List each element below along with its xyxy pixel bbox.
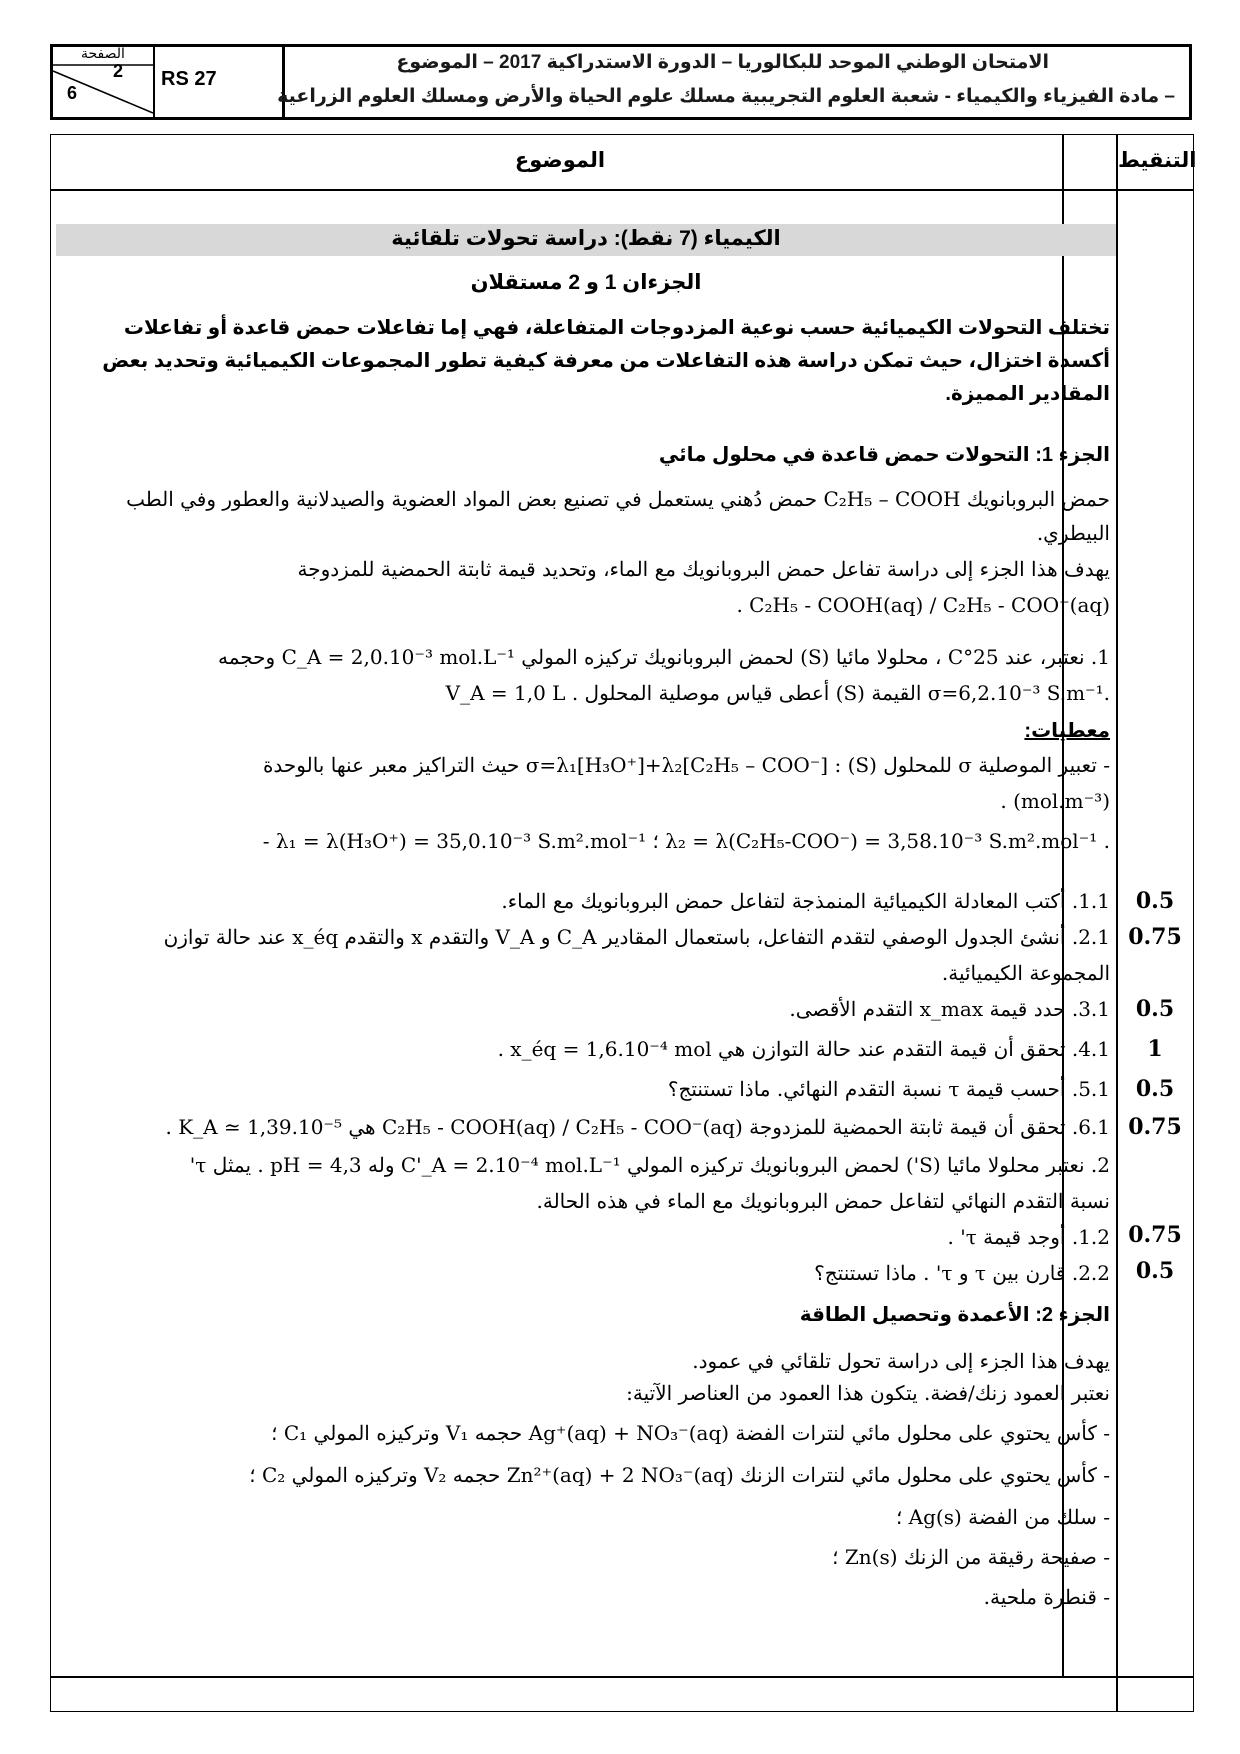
question-5-1: 5.1. أحسب قيمة τ نسبة التقدم النهائي. ماذا تستنتج؟ xyxy=(667,1077,1110,1101)
page-number: 2 xyxy=(113,61,124,81)
question-3-1: 3.1. حدد قيمة x_max التقدم الأقصى. xyxy=(789,997,1110,1021)
list-item: - صفيحة رقيقة من الزنك Zn(s) ؛ xyxy=(832,1545,1110,1569)
part1-paragraph2: يهدف هذا الجزء إلى دراسة تفاعل حمض البروبانويك مع الماء، وتحديد قيمة ثابتة الحمضية للمزدوجة xyxy=(297,557,1110,581)
question-2-cont: نسبة التقدم النهائي لتفاعل حمض البروبانويك مع الماء في هذه الحالة. xyxy=(536,1189,1110,1213)
grade-2-1: 0.75 xyxy=(1128,924,1182,950)
grade-column-divider xyxy=(1116,134,1118,1712)
grade-6-1: 0.75 xyxy=(1128,1114,1182,1140)
exam-header xyxy=(50,44,1192,120)
data-lambdas: - λ₁ = λ(H₃O⁺) = 35,0.10⁻³ S.m².mol⁻¹ ؛ λ₂ = λ(C₂H₅-COO⁻) = 3,58.10⁻³ S.m².mol⁻¹ . xyxy=(262,829,1110,853)
chemistry-intro: تختلف التحولات الكيميائية حسب نوعية المزدوجات المتفاعلة، فهي إما تفاعلات حمض قاعدة أو تفاعلات أكسدة اختزال، حيث تمكن دراسة هذه التفاعلات من معرفة كيفية تطور المجموعات الكيميائية وتحديد بعض المقادير المميزة. xyxy=(102,317,1110,405)
question-6-1: 6.1. تحقق أن قيمة ثابتة الحمضية للمزدوجة C₂H₅ - COOH(aq) / C₂H₅ - COO⁻(aq) هي K_A ≃ 1,39.10⁻⁵ . xyxy=(165,1115,1110,1139)
exam-subtitle: – مادة الفيزياء والكيمياء - شعبة العلوم التجريبية مسلك علوم الحياة والأرض ومسلك العلوم الزراعية xyxy=(277,86,1175,107)
grade-column-title: التنقيط xyxy=(1118,149,1197,172)
chemistry-title: الكيمياء (7 نقط): دراسة تحولات تلقائية xyxy=(391,227,781,250)
page-total: 6 xyxy=(67,83,78,103)
part1-title: الجزء 1: التحولات حمض قاعدة في محلول مائي xyxy=(658,444,1110,466)
question-1-1: 1.1. أكتب المعادلة الكيميائية المنمذجة لتفاعل حمض البروبانويك مع الماء. xyxy=(501,889,1110,913)
data-conductivity-unit: . (mol.m⁻³) xyxy=(1000,789,1110,813)
exam-title: الامتحان الوطني الموحد للبكالوريا – الدورة الاستدراكية 2017 – الموضوع xyxy=(396,52,1049,73)
list-item: - كأس يحتوي على محلول مائي لنترات الفضة Ag⁺(aq) + NO₃⁻(aq) حجمه V₁ وتركيزه المولي C₁ ؛ xyxy=(271,1421,1110,1445)
list-item: - قنطرة ملحية. xyxy=(983,1585,1110,1609)
part2-paragraph2: نعتبر العمود زنك/فضة. يتكون هذا العمود من العناصر الآتية: xyxy=(626,1381,1110,1405)
part2-paragraph1: يهدف هذا الجزء إلى دراسة تحول تلقائي في عمود. xyxy=(692,1349,1110,1373)
question-1-2: 1.2. أوجد قيمة τ' . xyxy=(947,1225,1110,1249)
grade-5-1: 0.5 xyxy=(1135,1076,1175,1102)
question-2-1-cont: المجموعة الكيميائية. xyxy=(941,961,1110,985)
question-2-2: 2.2. قارن بين τ و τ' . ماذا تستنتج؟ xyxy=(814,1261,1110,1285)
part1-couple: . C₂H₅ - COOH(aq) / C₂H₅ - COO⁻(aq) xyxy=(736,593,1110,617)
table-header-divider xyxy=(50,189,1194,191)
question-2: 2. نعتبر محلولا مائيا (S') لحمض البروبانويك تركيزه المولي C'_A = 2.10⁻⁴ mol.L⁻¹ وله pH = 4,3 . يمثل τ' xyxy=(189,1153,1110,1177)
page-number-box xyxy=(53,47,155,117)
data-conductivity: - تعبير الموصلية σ للمحلول (S) : σ=λ₁[H₃O⁺]+λ₂[C₂H₅ – COO⁻] حيث التراكيز معبر عنها بالوحدة xyxy=(262,753,1110,777)
question-2-1: 2.1. أنشئ الجدول الوصفي لتقدم التفاعل، باستعمال المقادير C_A و V_A والتقدم x والتقدم x_éq عند حالة توازن xyxy=(163,925,1110,949)
list-item: - سلك من الفضة Ag(s) ؛ xyxy=(895,1505,1110,1529)
part1-paragraph1: حمض البروبانويك C₂H₅ – COOH حمض دُهني يستعمل في تصنيع بعض المواد العضوية والصيدلانية والعطور وفي الطب البيطري. xyxy=(126,487,1110,545)
subject-column-title: الموضوع xyxy=(514,149,606,172)
question-1: 1. نعتبر، عند 25°C ، محلولا مائيا (S) لحمض البروبانويك تركيزه المولي C_A = 2,0.10⁻³ mol.L⁻¹ وحجمه xyxy=(217,645,1110,669)
grade-1-2: 0.75 xyxy=(1128,1222,1182,1248)
grade-4-1: 1 xyxy=(1147,1036,1163,1062)
table-footer-divider xyxy=(50,1676,1194,1678)
page-label: الصفحة xyxy=(81,45,125,61)
grade-1-1: 0.5 xyxy=(1135,888,1175,914)
question-1-cont: V_A = 1,0 L . أعطى قياس موصلية المحلول (S) القيمة σ=6,2.10⁻³ S.m⁻¹. xyxy=(445,681,1110,705)
grade-2-2: 0.5 xyxy=(1135,1258,1175,1284)
part2-title: الجزء 2: الأعمدة وتحصيل الطاقة xyxy=(799,1304,1110,1326)
grade-3-1: 0.5 xyxy=(1135,996,1175,1022)
list-item: - كأس يحتوي على محلول مائي لنترات الزنك Zn²⁺(aq) + 2 NO₃⁻(aq) حجمه V₂ وتركيزه المولي C₂ ؛ xyxy=(249,1463,1110,1487)
question-4-1: 4.1. تحقق أن قيمة التقدم عند حالة التوازن هي x_éq = 1,6.10⁻⁴ mol . xyxy=(497,1037,1110,1061)
exam-code: RS 27 xyxy=(153,47,285,117)
parts-independent-note: الجزءان 1 و 2 مستقلان xyxy=(470,271,702,294)
data-title: معطيات: xyxy=(1024,720,1110,742)
